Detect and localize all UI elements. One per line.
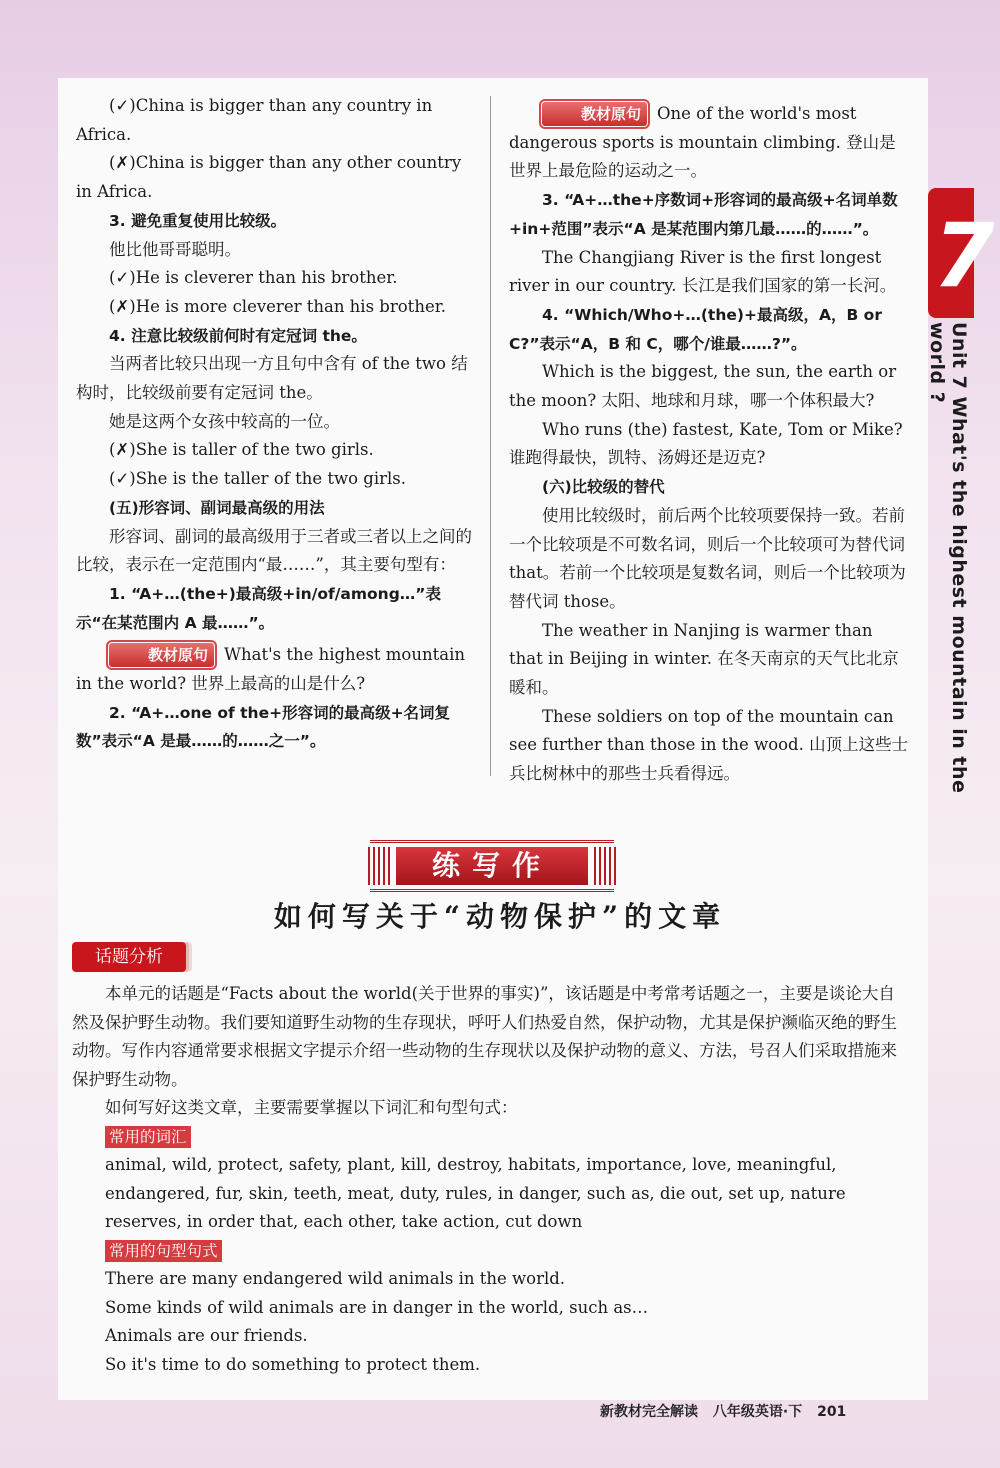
subheading: 1. “A+…(the+)最高级+in/of/among…”表示“在某范围内 A 最……”。 [76,584,441,632]
text-line: (✓)China is bigger than any country in Africa. [76,96,433,144]
textbook-quote [509,100,909,186]
text-line: (✗)He is more cleverer than his brother. [109,296,447,316]
text-line: Which is the biggest, the sun, the earth or the moon? 太阳、地球和月球，哪一个体积最大? [509,362,897,411]
text-line: 她是这两个女孩中较高的一位。 [109,411,340,431]
text-line: 使用比较级时，前后两个比较项要保持一致。若前一个比较项是不可数名词，则后一个比较项可为替代词 that。若前一个比较项是复数名词，则后一个比较项为替代词 those。 [509,505,906,611]
text-line: 形容词、副词的最高级用于三者或三者以上之间的比较，表示在一定范围内“最……”，其主要句型有： [76,526,472,575]
banner-decoration [594,847,616,885]
sentence-line: There are many endangered wild animals in the world. [105,1269,566,1288]
unit-number: 7 [933,204,995,307]
column-divider [490,96,491,776]
vocab-list: animal, wild, protect, safety, plant, kill, destroy, habitats, importance, love, meaningful, endangered, fur, skin, teeth, meat, duty, rules, in danger, such as, die out, set up, nature reserves, in order that, each other, take action, cut down [105,1155,846,1231]
sentence-line: So it's time to do something to protect them. [105,1354,481,1374]
writing-title: 如何写关于“动物保护”的文章 [273,900,727,933]
page-footer [600,1401,920,1423]
subheading: 2. “A+…one of the+形容词的最高级+名词复数”表示“A 是最……的……之一”。 [76,703,451,751]
textbook-quote [76,641,476,698]
banner-label: 练写作 [396,847,588,885]
text-line: (✓)He is cleverer than his brother. [109,268,398,288]
footer-book-title: 新教材完全解读 [600,1404,698,1420]
sentence-line: Some kinds of wild animals are in danger in the world, such as… [105,1297,649,1317]
textbook-quote-tag: 教材原句 [109,643,214,667]
subheading: 3. “A+…the+序数词+形容词的最高级+名词单数+in+范围”表示“A 是某范围内第几最……的……”。 [509,191,898,238]
text-line: 当两者比较只出现一方且句中含有 of the two 结构时，比较级前要有定冠词 the。 [76,354,468,403]
text-line: The Changjiang River is the first longest river in our country. 长江是我们国家的第一长河。 [509,247,897,296]
right-column [509,100,909,789]
page-number: 201 [817,1404,847,1420]
text-line: (✓)She is the taller of the two girls. [109,469,407,489]
textbook-quote-text: One of the world's most dangerous sports is mountain climbing. 登山是世界上最危险的运动之一。 [509,104,896,181]
textbook-quote-tag: 教材原句 [542,102,647,126]
subheading: 3. 避免重复使用比较级。 [109,211,287,230]
text-line: Who runs (the) fastest, Kate, Tom or Mike? 谁跑得最快，凯特、汤姆还是迈克? [509,419,903,468]
sentence-line: Animals are our friends. [105,1326,308,1345]
topic-analysis-label: 话题分析 [72,942,186,972]
unit-title-vertical: Unit 7 What's the highest mountain in the world ? [926,322,970,794]
footer-grade: 八年级英语·下 [712,1404,803,1420]
text-line: (✗)China is bigger than any other country in Africa. [76,153,462,202]
text-line: These soldiers on top of the mountain can see further than those in the wood. 山顶上这些士兵比树林中的那些士兵看得远。 [509,706,909,784]
section-heading: (五)形容词、副词最高级的用法 [109,498,325,517]
textbook-quote-text: What's the highest mountain in the world? 世界上最高的山是什么? [76,645,465,694]
writing-banner [370,840,614,892]
text-line: (✗)She is taller of the two girls. [109,440,374,460]
vocab-label: 常用的词汇 [105,1126,191,1148]
text-line: The weather in Nanjing is warmer than that in Beijing in winter. 在冬天南京的天气比北京暖和。 [509,620,899,698]
left-column [76,92,476,756]
sentence-label: 常用的句型句式 [105,1240,222,1262]
writing-body [72,980,908,1379]
subheading: 4. 注意比较级前何时有定冠词 the。 [109,326,367,345]
text-line: 他比他哥哥聪明。 [109,239,241,259]
subheading: 4. “Which/Who+…(the)+最高级，A，B or C?”表示“A，B 和 C，哪个/谁最……?”。 [509,305,882,353]
intro-paragraph: 本单元的话题是“Facts about the world(关于世界的事实)”，该话题是中考常考话题之一，主要是谈论大自然及保护野生动物。我们要知道野生动物的生存现状，呼吁人们热爱自然，保护动物，尤其是保护濒临灭绝的野生动物。写作内容通常要求根据文字提示介绍一些动物的生存现状以及保护动物的意义、方法，号召人们采取措施来保护野生动物。 [72,984,897,1089]
section-heading: (六)比较级的替代 [542,478,665,497]
how-to-line: 如何写好这类文章，主要需要掌握以下词汇和句型句式： [105,1098,518,1117]
banner-decoration [368,847,390,885]
